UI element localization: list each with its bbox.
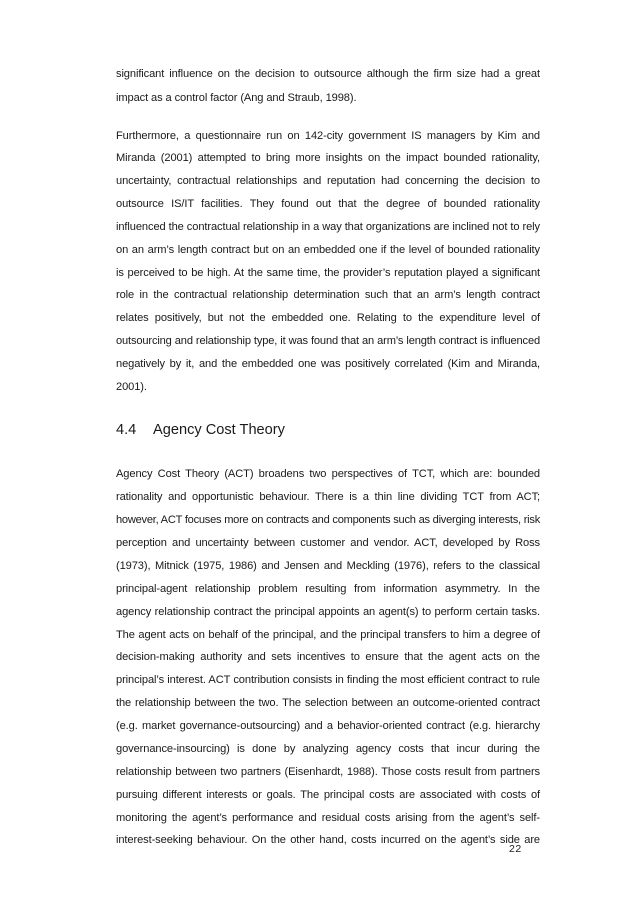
body-line: monitoring the agent’s performance and residual costs arising from the agent’s self-: [116, 812, 540, 824]
body-line: role in the contractual relationship determination such that an arm’s length contract: [116, 289, 540, 301]
body-line: governance-insourcing) is done by analyzing agency costs that incur during the: [116, 743, 540, 755]
body-line: decision-making authority and sets incentives to ensure that the agent acts on the: [116, 651, 540, 663]
body-line: on an arm’s length contract but on an embedded one if the level of bounded rationality: [116, 244, 540, 256]
body-line: Miranda (2001) attempted to bring more insights on the impact bounded rationality,: [116, 152, 540, 164]
body-line: agency relationship contract the principal appoints an agent(s) to perform certain tasks.: [116, 606, 540, 618]
body-line: the relationship between the two. The selection between an outcome-oriented contract: [116, 697, 540, 709]
body-line: uncertainty, contractual relationships and reputation had concerning the decision to: [116, 175, 540, 187]
body-line: outsource IS/IT facilities. They found out that the degree of bounded rationality: [116, 198, 540, 210]
body-line: The agent acts on behalf of the principal, and the principal transfers to him a degree of: [116, 629, 540, 641]
body-line: principal-agent relationship problem resulting from information asymmetry. In the: [116, 583, 540, 595]
section-title: Agency Cost Theory: [153, 422, 285, 438]
body-line: rationality and opportunistic behaviour. There is a thin line dividing TCT from ACT;: [116, 491, 540, 503]
body-line: interest-seeking behaviour. On the other hand, costs incurred on the agent’s side are: [116, 834, 540, 846]
body-line: 2001).: [116, 381, 147, 393]
body-line: outsourcing and relationship type, it was found that an arm’s length contract is influenced: [116, 335, 540, 347]
body-line: (e.g. market governance-outsourcing) and a behavior-oriented contract (e.g. hierarchy: [116, 720, 540, 732]
body-line: significant influence on the decision to outsource although the firm size had a great: [116, 68, 540, 80]
body-line: pursuing different interests or goals. The principal costs are associated with costs of: [116, 789, 540, 801]
body-line: however, ACT focuses more on contracts and components such as diverging interests, risk: [116, 514, 540, 526]
body-line: is perceived to be high. At the same time, the provider’s reputation played a significant: [116, 267, 540, 279]
body-line: Furthermore, a questionnaire run on 142-city government IS managers by Kim and: [116, 130, 540, 142]
page-number: 22: [509, 843, 522, 855]
body-line: relationship between two partners (Eisenhardt, 1988). Those costs result from partners: [116, 766, 540, 778]
section-heading: [116, 421, 285, 439]
section-number: 4.4: [116, 422, 137, 438]
body-line: impact as a control factor (Ang and Straub, 1998).: [116, 92, 357, 104]
body-line: perception and uncertainty between customer and vendor. ACT, developed by Ross: [116, 537, 540, 549]
body-line: influenced the contractual relationship in a way that organizations are inclined not to rely: [116, 221, 540, 233]
body-line: principal’s interest. ACT contribution consists in finding the most efficient contract to rule: [116, 674, 540, 686]
body-line: Agency Cost Theory (ACT) broadens two perspectives of TCT, which are: bounded: [116, 468, 540, 480]
body-line: negatively by it, and the embedded one was positively correlated (Kim and Miranda,: [116, 358, 540, 370]
body-line: relates positively, but not the embedded one. Relating to the expenditure level of: [116, 312, 540, 324]
body-line: (1973), Mitnick (1975, 1986) and Jensen and Meckling (1976), refers to the classical: [116, 560, 540, 572]
